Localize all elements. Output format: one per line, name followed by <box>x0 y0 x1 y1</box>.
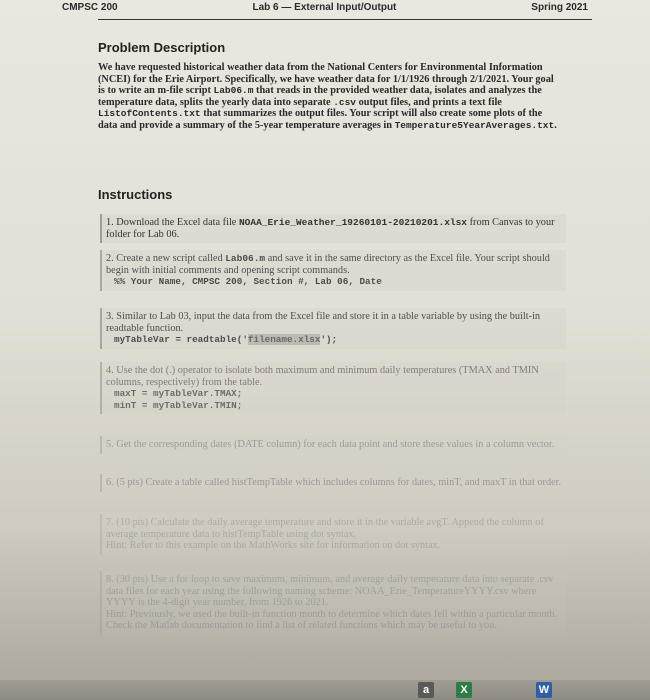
header-rule <box>98 19 592 20</box>
readtable-line: myTableVar = readtable('filename.xlsx'); <box>114 334 338 345</box>
comment-line: %% Your Name, CMPSC 200, Section #, Lab 06, Date <box>114 276 382 287</box>
instruction-5: 5. Get the corresponding dates (DATE column) for each data point and store these values in a column vector. <box>100 436 566 454</box>
page-header <box>58 2 592 16</box>
instructions-title: Instructions <box>98 187 173 202</box>
word-icon[interactable]: W <box>536 682 552 698</box>
instruction-1: 1. Download the Excel data file NOAA_Erie_Weather_19260101-20210201.xlsx from Canvas to your folder for Lab 06. <box>100 214 566 243</box>
app-a-icon[interactable]: a <box>418 682 434 698</box>
course-label: CMPSC 200 <box>62 2 118 13</box>
term-label: Spring 2021 <box>531 2 588 13</box>
minT-line: minT = myTableVar.TMIN; <box>114 399 243 411</box>
instruction-7: 7. (10 pts) Calculate the daily average temperature and store it in the variable avgT. Append the column of average temperature data to histTempTable using dot syntax. Hint: Refer to this example on the MathWorks site for information on dot syntax. <box>100 514 566 555</box>
instruction-8: 8. (30 pts) Use a for loop to save maximum, minimum, and average daily temperature data into separate .csv data files for each year using the following naming scheme: NOAA_Erie_TemperatureYYYY.csv where YYYY is the 4-digit year number, from 1926 to 2021. Hint: Previously, we used the built-in function month to determine which dates fell within a particular month. Check the Matlab documentation to find a list of related functions which may be useful to you. <box>100 571 566 635</box>
hint-8: Hint: Previously, we used the built-in function month to determine which dates fell within a particular month. Check the Matlab documentation to find a list of related functions which may be useful to you. <box>106 608 558 631</box>
hint-7: Hint: Refer to this example on the MathWorks site for information on dot syntax. <box>106 540 441 551</box>
problem-description: We have requested historical weather data from the National Centers for Environmental Information (NCEI) for the Erie Airport. Specifically, we have weather data for 1/1/1926 through 2/1/2021. Your goal is to write an m-file script Lab06.m that reads in the provided weather data, isolates and analyzes the temperature data, splits the yearly data into separate .csv output files, and prints a text file ListofContents.txt that summarizes the output files. Your script will also create some plots of the data and provide a summary of the 5-year temperature averages in Temperature5YearAverages.txt. <box>98 62 557 131</box>
instruction-3: 3. Similar to Lab 03, input the data from the Excel file and store it in a table variable by using the built-in readtable function. myTableVar = readtable('filename.xlsx'); <box>100 308 566 349</box>
maxT-line: maxT = myTableVar.TMAX; <box>114 388 243 399</box>
taskbar <box>0 680 650 700</box>
instruction-2: 2. Create a new script called Lab06.m and save it in the same directory as the Excel file. Your script should begin with initial comments and opening script commands. %% Your Name, CMPSC 200, Section #, Lab 06, Date <box>100 250 566 291</box>
instruction-6: 6. (5 pts) Create a table called histTempTable which includes columns for dates, minT, and maxT in that order. <box>100 474 566 492</box>
lab-title: Lab 6 — External Input/Output <box>252 2 397 13</box>
excel-icon[interactable]: X <box>456 682 472 698</box>
instruction-4: 4. Use the dot (.) operator to isolate both maximum and minimum daily temperatures (TMAX and TMIN columns, respectively) from the table. maxT = myTableVar.TMAX; minT = myTableVar.TMIN; <box>100 362 566 414</box>
problem-title: Problem Description <box>98 40 226 55</box>
